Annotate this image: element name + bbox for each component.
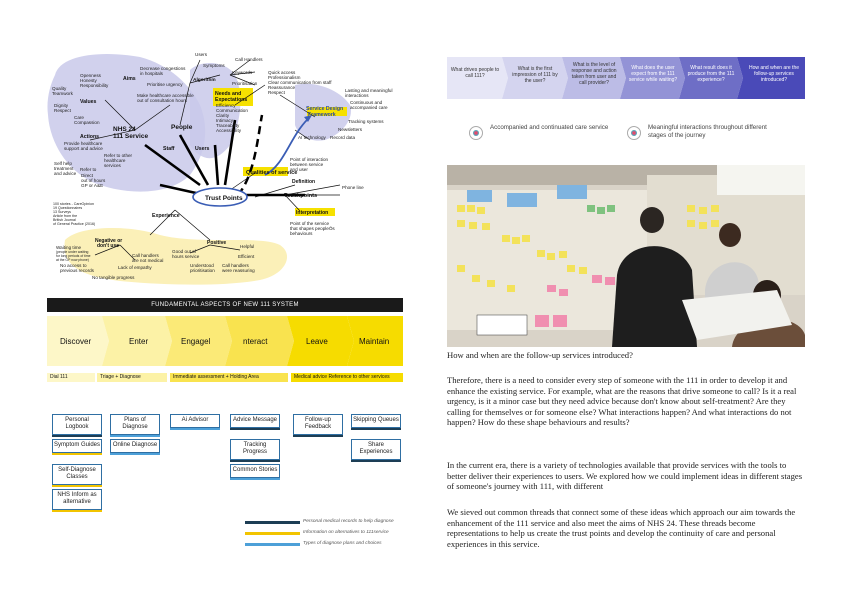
mm-aims: Aims (123, 76, 136, 82)
mm-reassuring2: were reassuring (222, 268, 255, 273)
mm-refer3: services (104, 163, 121, 168)
mm-noaccess2: previous records (60, 268, 94, 273)
mm-staff: Staff (163, 146, 175, 152)
mm-understood1: Understood (190, 263, 214, 268)
mm-helpful: Helpful (240, 244, 255, 249)
workshop-photo (447, 165, 805, 347)
mm-waiting4: at the GP now phone) (56, 258, 89, 262)
mm-responsibility: Responsibility (80, 83, 109, 88)
tool-plans-diagnose: Plans of Diagnose (110, 414, 160, 435)
journey-step-6: How and when are the follow-up services introduced? (748, 65, 800, 83)
mm-direct2: out of hours (81, 178, 106, 183)
stage-interact: nteract (243, 337, 268, 346)
mm-newsletters: Newsletters (338, 127, 362, 132)
mm-waiting2: (people under waiting (56, 250, 89, 254)
mm-care: Care (74, 115, 84, 120)
mm-111-service: 111 Service (113, 133, 149, 140)
mm-interpretation: Interpretation (296, 210, 329, 216)
mm-efficiency: Efficiency (216, 103, 236, 108)
mm-ai: AI technology (298, 135, 326, 140)
mm-waiting3: for long periods of time (56, 254, 91, 258)
mm-stories1: 100 stories - CareOpinion (53, 202, 94, 206)
tool-advice-message: Advice Message (230, 414, 280, 428)
bar-triage: Triage + Diagnose (97, 373, 167, 382)
journey-step-4: What does the user expect from the 111 service while waiting? (628, 65, 678, 83)
mm-lasting1: Lasting and meaningful (345, 88, 393, 93)
legend-plans: Types of diagnose plans and choices (303, 541, 382, 546)
legend-care-service: Accompanied and continuated care service (490, 124, 609, 131)
mm-actions: Actions (80, 134, 100, 140)
fundamental-header: FUNDAMENTAL ASPECTS OF NEW 111 SYSTEM (47, 298, 403, 312)
mm-poi3: and user (290, 167, 308, 172)
mm-stories5: British Journal (53, 218, 76, 222)
mm-tracking: Tracking systems (348, 119, 384, 124)
tool-symptom-guides: Symptom Guides (52, 439, 102, 453)
stage-enter: Enter (129, 337, 149, 346)
mm-poi1: Point of interaction (290, 157, 329, 162)
mm-quality: Quality (52, 86, 67, 91)
mm-users-top: Users (195, 52, 207, 57)
tool-followup-feedback: Follow-up Feedback (293, 414, 343, 435)
paragraph-1: Therefore, there is a need to consider every step of someone with the 111 in order to develop it and enhance the existing service. For example, what are the reasons that drive someone to call? Is it a real urgency, is it a minor case but they need advice because don't know about self-treatment? Are they calling for themselves or for someone else? What interactions happen? And what interactions do not happen? How do these shape behaviours and results? (447, 375, 797, 428)
mm-expectations: Expectations (215, 97, 248, 103)
mm-sdf2: Framework (308, 112, 336, 118)
mm-lack: Lack of empathy (118, 265, 152, 270)
mm-stories3: 13 Surveys (53, 210, 71, 214)
mm-qualities: Qualities of service (246, 170, 298, 176)
paragraph-2: In the current era, there is a variety of technologies available that provide services with the tools to better deliver their experiences to users. We explored how we could implement ideas in different stages of someone's journey with 111, with different (447, 460, 803, 492)
legend-line-records (245, 521, 300, 524)
mm-pos1: Point of the service (290, 221, 330, 226)
mm-phone: Phone line (342, 185, 364, 190)
stage-discover: Discover (60, 337, 92, 346)
body-heading: How and when are the follow-up services introduced? (447, 350, 633, 360)
mm-tangible: No tangible progress (92, 275, 135, 280)
mm-honesty: Honesty (80, 78, 97, 83)
mind-map-diagram (40, 45, 420, 295)
journey-step-5: What result does it produce from the 111 experience? (687, 65, 735, 83)
mm-keywords: Keywords (232, 70, 253, 75)
mm-touchpoints: Touchpoints (284, 193, 318, 199)
mm-teamwork: Teamwork (52, 91, 73, 96)
mm-good2: hours service (172, 254, 200, 259)
mm-prioritise: Prioritise urgency (147, 82, 183, 87)
mm-provide1: Provide healthcare (64, 141, 103, 146)
tool-self-diagnose: Self-Diagnose Classes (52, 464, 102, 485)
mm-needs: Needs and (215, 91, 242, 97)
mm-negative1: Negative or (95, 238, 123, 244)
journey-step-3: What is the level of response and action taken from user and call provider? (571, 62, 617, 86)
mm-decrease1: Decrease congestions (140, 66, 186, 71)
bar-dial: Dial 111 (47, 373, 95, 382)
mm-respect: Respect (54, 108, 71, 113)
mm-self2: treatment (54, 166, 74, 171)
mm-pos2: that shapes peopleÕs (290, 226, 335, 231)
legend-line-plans (245, 543, 300, 546)
mm-refer2: healthcare (104, 158, 126, 163)
tool-nhs-inform: NHS Inform as alternative (52, 489, 102, 510)
mm-stories2: 19 Questionnaires (53, 206, 83, 210)
mm-understood2: prioritisation (190, 268, 215, 273)
mm-accessibility: Accessibility (216, 128, 242, 133)
journey-step-2: What is the first impression of 111 by the user? (512, 66, 558, 84)
mm-positive: Positive (207, 240, 227, 246)
stage-engage: Engagel (181, 337, 211, 346)
legend-alternatives: Information on alternatives to 111service (303, 530, 389, 535)
mm-nhs24: NHS 24 (113, 126, 136, 133)
mm-people: People (171, 124, 193, 131)
mm-make2: out of consultation hours (137, 98, 188, 103)
mm-lasting2: interactions (345, 93, 369, 98)
mm-symptoms: Symptoms (203, 63, 225, 68)
interactions-icon (627, 126, 641, 140)
stage-maintain: Maintain (359, 337, 390, 346)
mm-algorithm: Algorithm (193, 78, 216, 83)
mm-poi2: between service (290, 162, 324, 167)
bar-medical: Medical advice Reference to other services (291, 373, 403, 382)
stage-chevrons (47, 316, 403, 366)
mm-openness: Openness (80, 73, 101, 78)
tool-personal-logbook: Personal Logbook (52, 414, 102, 435)
mm-direct3: GP or A&E (81, 183, 104, 188)
tool-share-experiences: Share Experiences (351, 439, 401, 460)
mm-trust-points: Trust Points (205, 195, 243, 202)
mm-intimacy: Intimacy (216, 118, 234, 123)
tool-skipping-queues: Skipping Queues (351, 414, 401, 428)
mm-values: Values (80, 99, 97, 105)
mm-reassuring1: Call handlers (222, 263, 249, 268)
mm-clarity: Clarity (216, 113, 230, 118)
mm-call-handlers-top: Call Handlers (235, 57, 263, 62)
mm-referto: Refer to (80, 167, 97, 172)
mm-continuous2: accompanied care (350, 105, 388, 110)
mm-pos3: behaviours (290, 231, 313, 236)
mm-continuous1: Continuous and (350, 100, 383, 105)
care-service-icon (469, 126, 483, 140)
mm-respect2: Respect (268, 90, 285, 95)
tool-common-stories: Common Stories (230, 464, 280, 478)
mm-refer1: Refer to other (104, 153, 133, 158)
mm-call-med2: are not medical (132, 258, 164, 263)
mm-record: Record data (330, 135, 356, 140)
mm-provide2: support and advice (64, 146, 103, 151)
mm-waiting1: Waiting time (56, 245, 82, 250)
mm-traceability: Traceability (216, 123, 240, 128)
mm-dignity: Dignity (54, 103, 69, 108)
mm-definition: Definition (292, 179, 316, 185)
mm-communication: Communication (216, 108, 248, 113)
mm-reassurance: Reassurance (268, 85, 296, 90)
mm-professionalism: Professionalism (268, 75, 301, 80)
tool-online-diagnose: Online Diagnose (110, 439, 160, 453)
mm-stories4: Article from the (53, 214, 78, 218)
tool-ai-advisor: Ai Advisor (170, 414, 220, 428)
legend-interactions: Meaningful interactions throughout different stages of the journey (648, 124, 767, 139)
mm-prioritisation: Prioritisation (232, 81, 258, 86)
mm-self3: and advice (54, 171, 77, 176)
mm-users: Users (195, 146, 210, 152)
stage-leave: Leave (306, 337, 328, 346)
mm-efficient: Efficient (238, 254, 255, 259)
mm-clear: Clear communication from staff (268, 80, 332, 85)
bar-immediate: Immediate assessment + Holding Area (170, 373, 288, 382)
legend-records: Personal medical records to help diagnose (303, 519, 394, 524)
journey-chevrons (447, 57, 805, 99)
mm-noaccess1: No access to (60, 263, 87, 268)
mm-experience: Experience (152, 213, 180, 219)
mm-make1: Make healthcare accessible (137, 93, 194, 98)
mm-compassion: Compassion (74, 120, 100, 125)
mm-direct1: Direct (81, 173, 93, 178)
mm-good1: Good out of (172, 249, 197, 254)
mm-negative2: don't use (97, 243, 120, 249)
journey-step-1: What drives people to call 111? (450, 67, 500, 79)
mm-stories6: of General Practice (2016) (53, 222, 96, 226)
mm-quick: Quick access (268, 70, 296, 75)
mm-sdf1: Service Design (306, 106, 344, 112)
tool-tracking-progress: Tracking Progress (230, 439, 280, 460)
mm-decrease2: in hospitals (140, 71, 163, 76)
mm-call-med1: Call handlers (132, 253, 159, 258)
mm-self1: Self help (54, 161, 72, 166)
paragraph-3: We sieved out common threads that connect some of these ideas which approach our aim towards the enhancement of the 111 service and also meet the aims of NHS 24. These threads become representations to help us create the trust points and develop the continuity of care and personal experiences in this service. (447, 507, 796, 549)
legend-line-alternatives (245, 532, 300, 535)
